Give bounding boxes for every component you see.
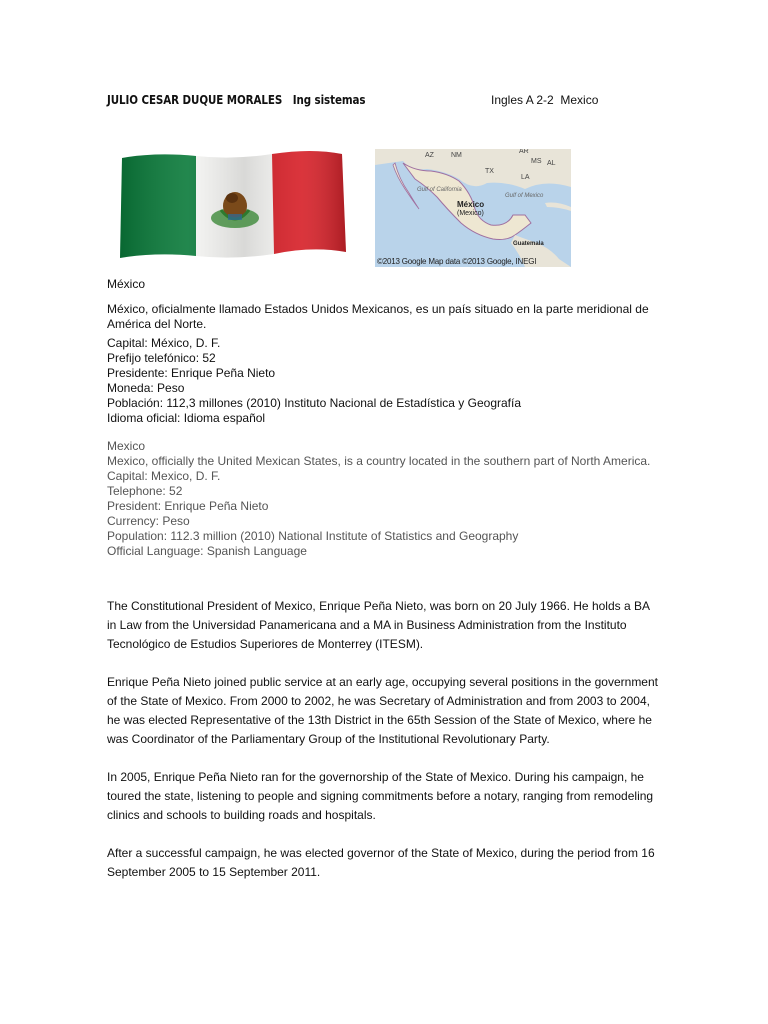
biography bbox=[107, 597, 659, 882]
english-title: Mexico bbox=[107, 439, 146, 453]
map-label-guatemala: Guatemala bbox=[513, 241, 544, 247]
author-header: JULIO CESAR DUQUE MORALES Ing sistemas bbox=[107, 93, 366, 107]
english-section bbox=[107, 439, 667, 559]
map-label-ms: MS bbox=[531, 158, 542, 165]
english-fact: Currency: Peso bbox=[107, 514, 190, 528]
bio-paragraph: The Constitutional President of Mexico, Enrique Peña Nieto, was born on 20 July 1966. He holds a BA in Law from the Universidad Panamericana and a MA in Business Administration from the Instituto Tecnológico de Estudios Superiores de Monterrey (ITESM). bbox=[107, 599, 650, 651]
spanish-facts bbox=[107, 336, 667, 426]
course-header: Ingles A 2-2 Mexico bbox=[491, 93, 599, 107]
map-label-mexico: México bbox=[457, 200, 485, 209]
spanish-fact: Idioma oficial: Idioma español bbox=[107, 411, 266, 425]
spanish-fact: Capital: México, D. F. bbox=[107, 336, 221, 350]
map-label-al: AL bbox=[547, 160, 556, 167]
map-label-tx: TX bbox=[485, 168, 494, 175]
spanish-fact: Prefijo telefónico: 52 bbox=[107, 351, 216, 365]
map-copyright: ©2013 Google Map data ©2013 Google, INEGI bbox=[377, 257, 537, 266]
english-intro: Mexico, officially the United Mexican States, is a country located in the southern part of North America. bbox=[107, 454, 651, 468]
map-label-ar: AR bbox=[519, 149, 529, 155]
mexico-map-image bbox=[375, 149, 571, 267]
mexico-flag-image bbox=[116, 148, 350, 268]
map-label-mexico-sub: (Mexico) bbox=[457, 210, 484, 217]
spanish-section bbox=[107, 302, 667, 426]
spanish-title: México bbox=[107, 277, 146, 291]
spanish-intro: México, oficialmente llamado Estados Unidos Mexicanos, es un país situado en la parte meridional de América del Norte. bbox=[107, 302, 649, 331]
map-label-az: AZ bbox=[425, 152, 434, 159]
bio-paragraph: Enrique Peña Nieto joined public service at an early age, occupying several positions in the government of the State of Mexico. From 2000 to 2002, he was Secretary of Administration and from 2003 to 2004, he was elected Representative of the 13th District in the 65th Session of the State of Mexico, where he was Coordinator of the Parliamentary Group of the Institutional Revolutionary Party. bbox=[107, 675, 658, 746]
english-fact: Telephone: 52 bbox=[107, 484, 183, 498]
spanish-fact: Presidente: Enrique Peña Nieto bbox=[107, 366, 276, 380]
map-label-gulf-mexico: Gulf of Mexico bbox=[505, 193, 544, 199]
english-fact: Official Language: Spanish Language bbox=[107, 544, 307, 558]
english-fact: Population: 112.3 million (2010) National Institute of Statistics and Geography bbox=[107, 529, 519, 543]
english-fact: Capital: Mexico, D. F. bbox=[107, 469, 221, 483]
spanish-fact: Moneda: Peso bbox=[107, 381, 185, 395]
bio-paragraph: After a successful campaign, he was elected governor of the State of Mexico, during the period from 16 September 2005 to 15 September 2011. bbox=[107, 846, 655, 879]
map-graphic bbox=[375, 149, 571, 267]
map-label-la: LA bbox=[521, 174, 530, 181]
map-label-nm: NM bbox=[451, 152, 462, 159]
spanish-fact: Población: 112,3 millones (2010) Instituto Nacional de Estadística y Geografía bbox=[107, 396, 522, 410]
english-fact: President: Enrique Peña Nieto bbox=[107, 499, 269, 513]
bio-paragraph: In 2005, Enrique Peña Nieto ran for the governorship of the State of Mexico. During his campaign, he toured the state, listening to people and signing commitments before a notary, ranging from remodeling clinics and schools to building roads and hospitals. bbox=[107, 770, 654, 822]
map-label-gulf-california: Gulf of California bbox=[417, 187, 462, 193]
